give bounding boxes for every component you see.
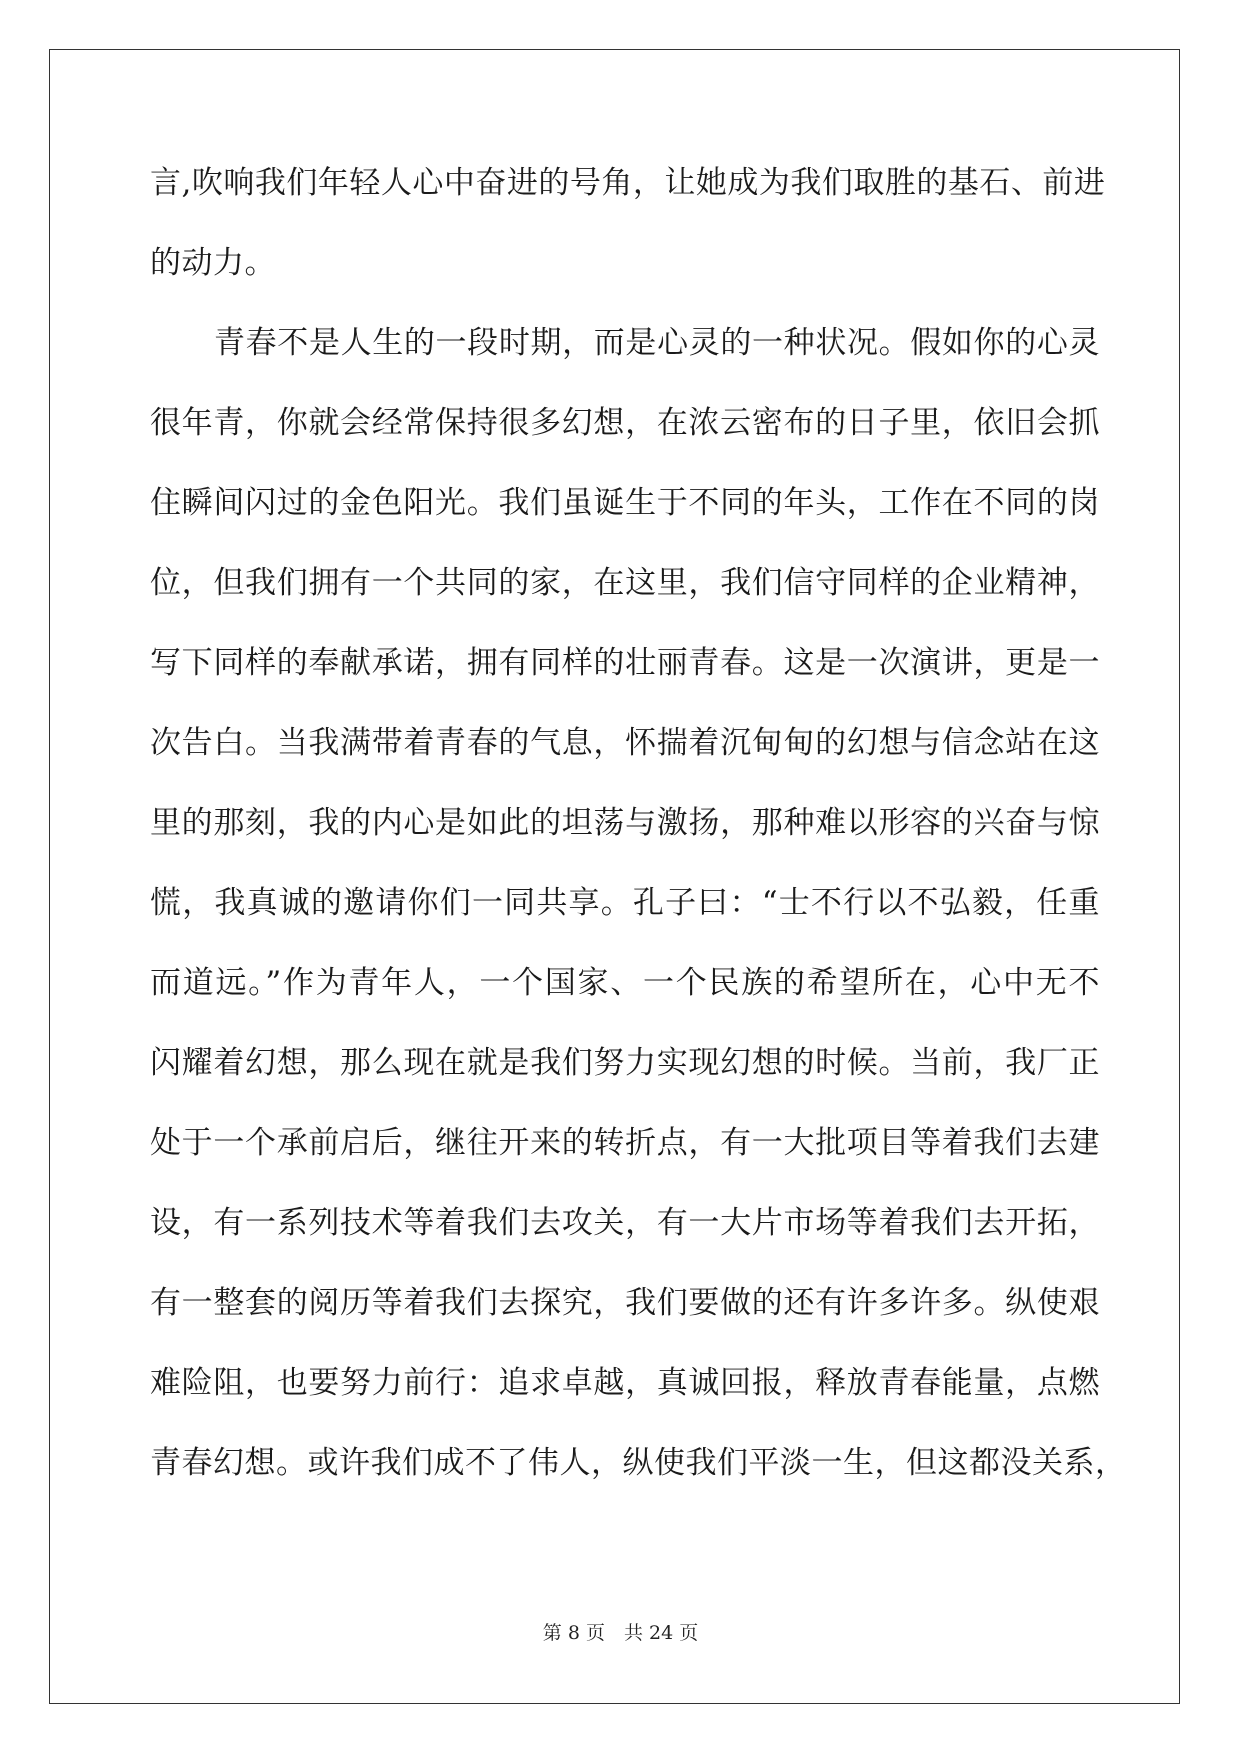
text-line-10: 慌，我真诚的邀请你们一同共享。孔子曰：“士不行以不弘毅，任重 xyxy=(150,885,1100,921)
body-text xyxy=(150,158,1127,1518)
text-line-1: 言,吹响我们年轻人心中奋进的号角，让她成为我们取胜的基石、前进 xyxy=(150,165,1106,201)
page-number-footer: 第 8 页 共 24 页 xyxy=(542,1622,699,1644)
text-line-9: 里的那刻，我的内心是如此的坦荡与激扬，那种难以形容的兴奋与惊 xyxy=(150,805,1100,841)
text-line-14: 设，有一系列技术等着我们去攻关，有一大片市场等着我们去开拓， xyxy=(150,1205,1100,1241)
text-line-13: 处于一个承前启后，继往开来的转折点，有一大批项目等着我们去建 xyxy=(150,1125,1100,1161)
text-line-16: 难险阻，也要努力前行：追求卓越，真诚回报，释放青春能量，点燃 xyxy=(150,1365,1100,1401)
text-line-4: 很年青，你就会经常保持很多幻想，在浓云密布的日子里，依旧会抓 xyxy=(150,405,1100,441)
text-line-8: 次告白。当我满带着青春的气息，怀揣着沉甸甸的幻想与信念站在这 xyxy=(150,725,1100,761)
text-line-12: 闪耀着幻想，那么现在就是我们努力实现幻想的时候。当前，我厂正 xyxy=(150,1045,1100,1081)
text-line-6: 位，但我们拥有一个共同的家，在这里，我们信守同样的企业精神， xyxy=(150,565,1100,601)
text-line-15: 有一整套的阅历等着我们去探究，我们要做的还有许多许多。纵使艰 xyxy=(150,1285,1100,1321)
text-line-5: 住瞬间闪过的金色阳光。我们虽诞生于不同的年头，工作在不同的岗 xyxy=(150,485,1100,521)
text-line-17: 青春幻想。或许我们成不了伟人，纵使我们平淡一生，但这都没关系， xyxy=(150,1445,1127,1481)
text-line-3: 青春不是人生的一段时期，而是心灵的一种状况。假如你的心灵 xyxy=(214,325,1100,361)
text-line-2: 的动力。 xyxy=(150,245,276,281)
text-line-7: 写下同样的奉献承诺，拥有同样的壮丽青春。这是一次演讲，更是一 xyxy=(150,645,1100,681)
text-line-11: 而道远。”作为青年人，一个国家、一个民族的希望所在，心中无不 xyxy=(150,965,1100,1001)
